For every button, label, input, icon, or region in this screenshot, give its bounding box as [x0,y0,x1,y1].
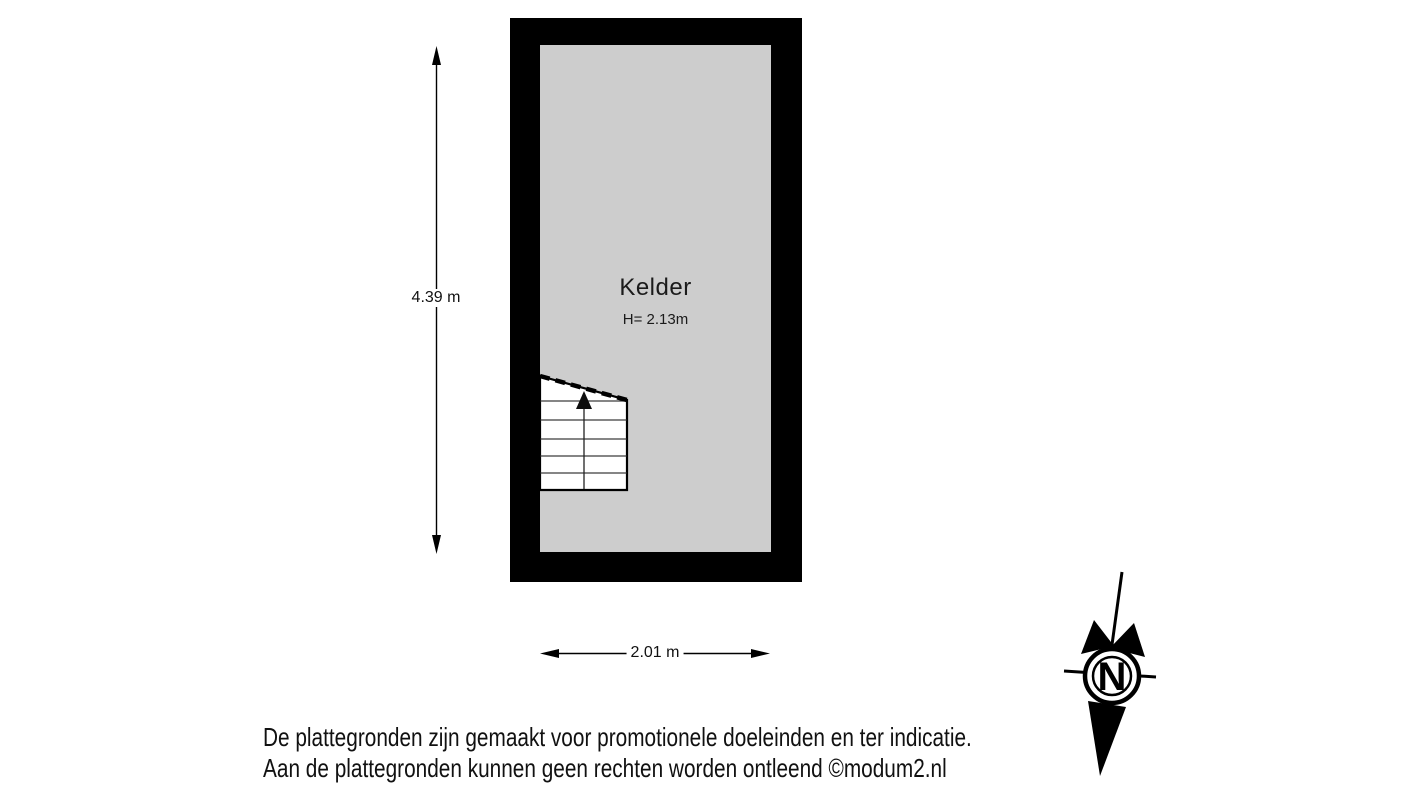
compass-north-letter: N [1097,655,1127,699]
disclaimer [263,722,972,784]
compass-south-needle [1088,701,1126,776]
room-label: Kelder [619,274,692,301]
disclaimer-line2: Aan de plattegronden kunnen geen rechten worden ontleend ©modum2.nl [263,753,947,783]
arrow-right-icon [751,649,770,658]
room-height-label: H= 2.13m [622,311,689,328]
compass-rose-icon [1048,560,1168,790]
arrow-down-icon [432,535,441,554]
horizontal-dimension-label: 2.01 m [627,644,684,662]
vertical-dimension-label: 4.39 m [408,289,465,307]
arrow-up-icon [432,46,441,65]
staircase [538,372,632,494]
disclaimer-line1: De plattegronden zijn gemaakt voor promotionele doeleinden en ter indicatie. [263,722,972,752]
arrow-left-icon [540,649,559,658]
